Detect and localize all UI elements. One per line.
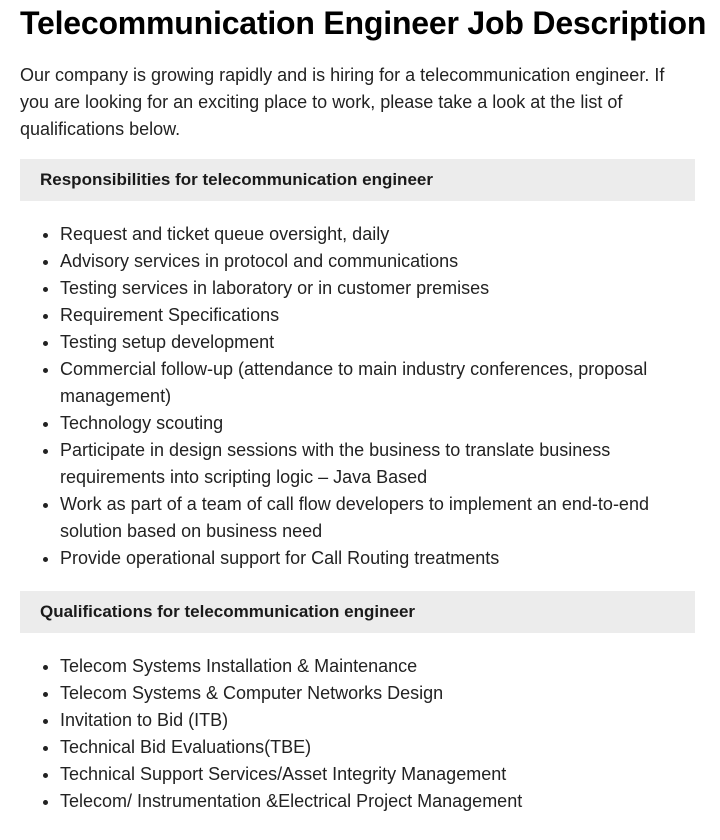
list-item: • Technology scouting <box>60 410 695 437</box>
list-item: • Invitation to Bid (ITB) <box>60 707 695 734</box>
list-item: • Telecom Systems & Computer Networks Design <box>60 680 695 707</box>
list-item: • Testing setup development <box>60 329 695 356</box>
qualifications-heading: Qualifications for telecommunication engineer <box>20 591 695 633</box>
list-item: • Provide operational support for Call Routing treatments <box>60 545 695 572</box>
list-item: • Requirement Specifications <box>60 302 695 329</box>
list-item: • Telecom Systems Installation & Maintenance <box>60 653 695 680</box>
list-item: • Technical Support Services/Asset Integrity Management <box>60 761 695 788</box>
list-item: • Work as part of a team of call flow developers to implement an end-to-end solution based on business need <box>60 491 695 545</box>
page-title: Telecommunication Engineer Job Description <box>20 5 707 41</box>
intro-paragraph: Our company is growing rapidly and is hiring for a telecommunication engineer. If you are looking for an exciting place to work, please take a look at the list of qualifications below. <box>20 65 665 139</box>
list-item: • Technical Bid Evaluations(TBE) <box>60 734 695 761</box>
list-item: • Telecom/ Instrumentation &Electrical Project Management <box>60 788 695 815</box>
list-item: • Commercial follow-up (attendance to main industry conferences, proposal management) <box>60 356 695 410</box>
list-item: • Advisory services in protocol and communications <box>60 248 695 275</box>
responsibilities-heading: Responsibilities for telecommunication engineer <box>20 159 695 201</box>
qualifications-list <box>20 653 695 815</box>
responsibilities-list <box>20 221 695 572</box>
list-item: • Request and ticket queue oversight, daily <box>60 221 695 248</box>
list-item: • Participate in design sessions with the business to translate business requirements into scripting logic – Java Based <box>60 437 695 491</box>
list-item: • Testing services in laboratory or in customer premises <box>60 275 695 302</box>
